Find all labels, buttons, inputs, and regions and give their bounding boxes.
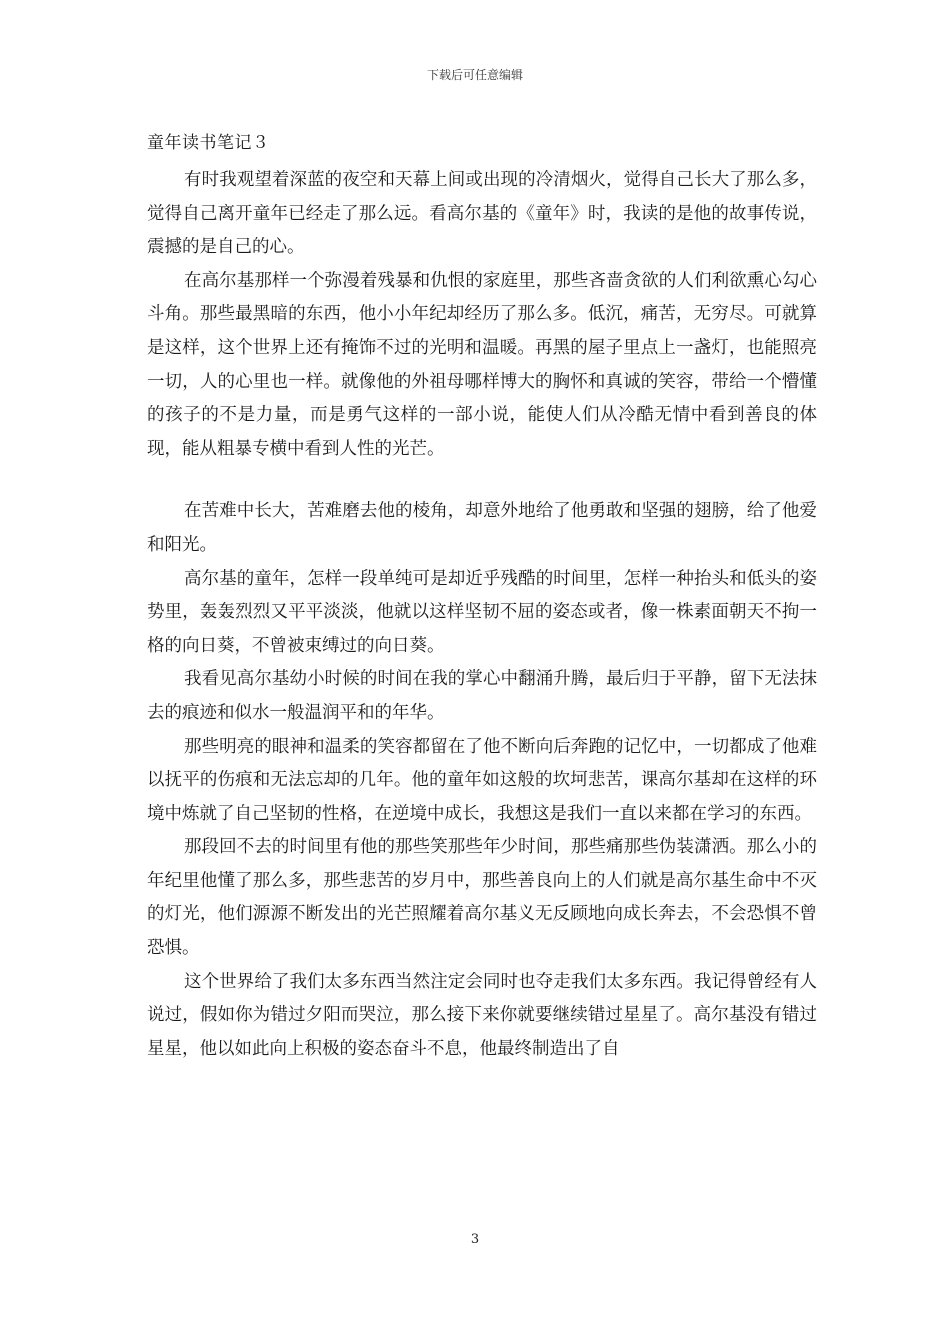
paragraph: 在高尔基那样一个弥漫着残暴和仇恨的家庭里，那些吝啬贪欲的人们利欲熏心勾心斗角。那些最黑暗的东西，他小小年纪却经历了那么多。低沉，痛苦，无穷尽。可就算是这样，这个世界上还有掩饰不过的光明和温暖。再黑的屋子里点上一盏灯，也能照亮一切，人的心里也一样。就像他的外祖母哪样博大的胸怀和真诚的笑容，带给一个懵懂的孩子的不是力量，而是勇气这样的一部小说，能使人们从冷酷无情中看到善良的体现，能从粗暴专横中看到人性的光芒。 [147, 270, 817, 459]
paragraph: 我看见高尔基幼小时候的时间在我的掌心中翻涌升腾，最后归于平静，留下无法抹去的痕迹和似水一般温润平和的年华。 [147, 669, 817, 723]
document-body [147, 127, 817, 1066]
paragraph: 那段回不去的时间里有他的那些笑那些年少时间，那些痛那些伪装潇洒。那么小的年纪里他懂了那么多，那些悲苦的岁月中，那些善良向上的人们就是高尔基生命中不灭的灯光，他们源源不断发出的光芒照耀着高尔基义无反顾地向成长奔去，不会恐惧不曾恐惧。 [147, 837, 817, 959]
page-header-note: 下载后可任意编辑 [426, 68, 523, 82]
paragraph: 那些明亮的眼神和温柔的笑容都留在了他不断向后奔跑的记忆中，一切都成了他难以抚平的伤痕和无法忘却的几年。他的童年如这般的坎坷悲苦，课高尔基却在这样的环境中炼就了自己坚韧的性格，在逆境中成长，我想这是我们一直以来都在学习的东西。 [147, 736, 817, 824]
paragraph: 在苦难中长大，苦难磨去他的棱角，却意外地给了他勇敢和坚强的翅膀，给了他爱和阳光。 [147, 501, 817, 555]
document-title: 童年读书笔记３ [147, 133, 270, 153]
paragraph: 这个世界给了我们太多东西当然注定会同时也夺走我们太多东西。我记得曾经有人说过，假如你为错过夕阳而哭泣，那么接下来你就要继续错过星星了。高尔基没有错过星星，他以如此向上积极的姿态奋斗不息，他最终制造出了自 [147, 971, 817, 1059]
page-number: 3 [470, 1232, 480, 1247]
blank-line [147, 466, 817, 495]
paragraph: 有时我观望着深蓝的夜空和天幕上间或出现的冷清烟火，觉得自己长大了那么多，觉得自己离开童年已经走了那么远。看高尔基的《童年》时，我读的是他的故事传说，震撼的是自己的心。 [147, 170, 817, 258]
paragraph: 高尔基的童年，怎样一段单纯可是却近乎残酷的时间里，怎样一种抬头和低头的姿势里，轰轰烈烈又平平淡淡，他就以这样坚韧不屈的姿态或者，像一株素面朝天不拘一格的向日葵，不曾被束缚过的向日葵。 [147, 568, 817, 656]
